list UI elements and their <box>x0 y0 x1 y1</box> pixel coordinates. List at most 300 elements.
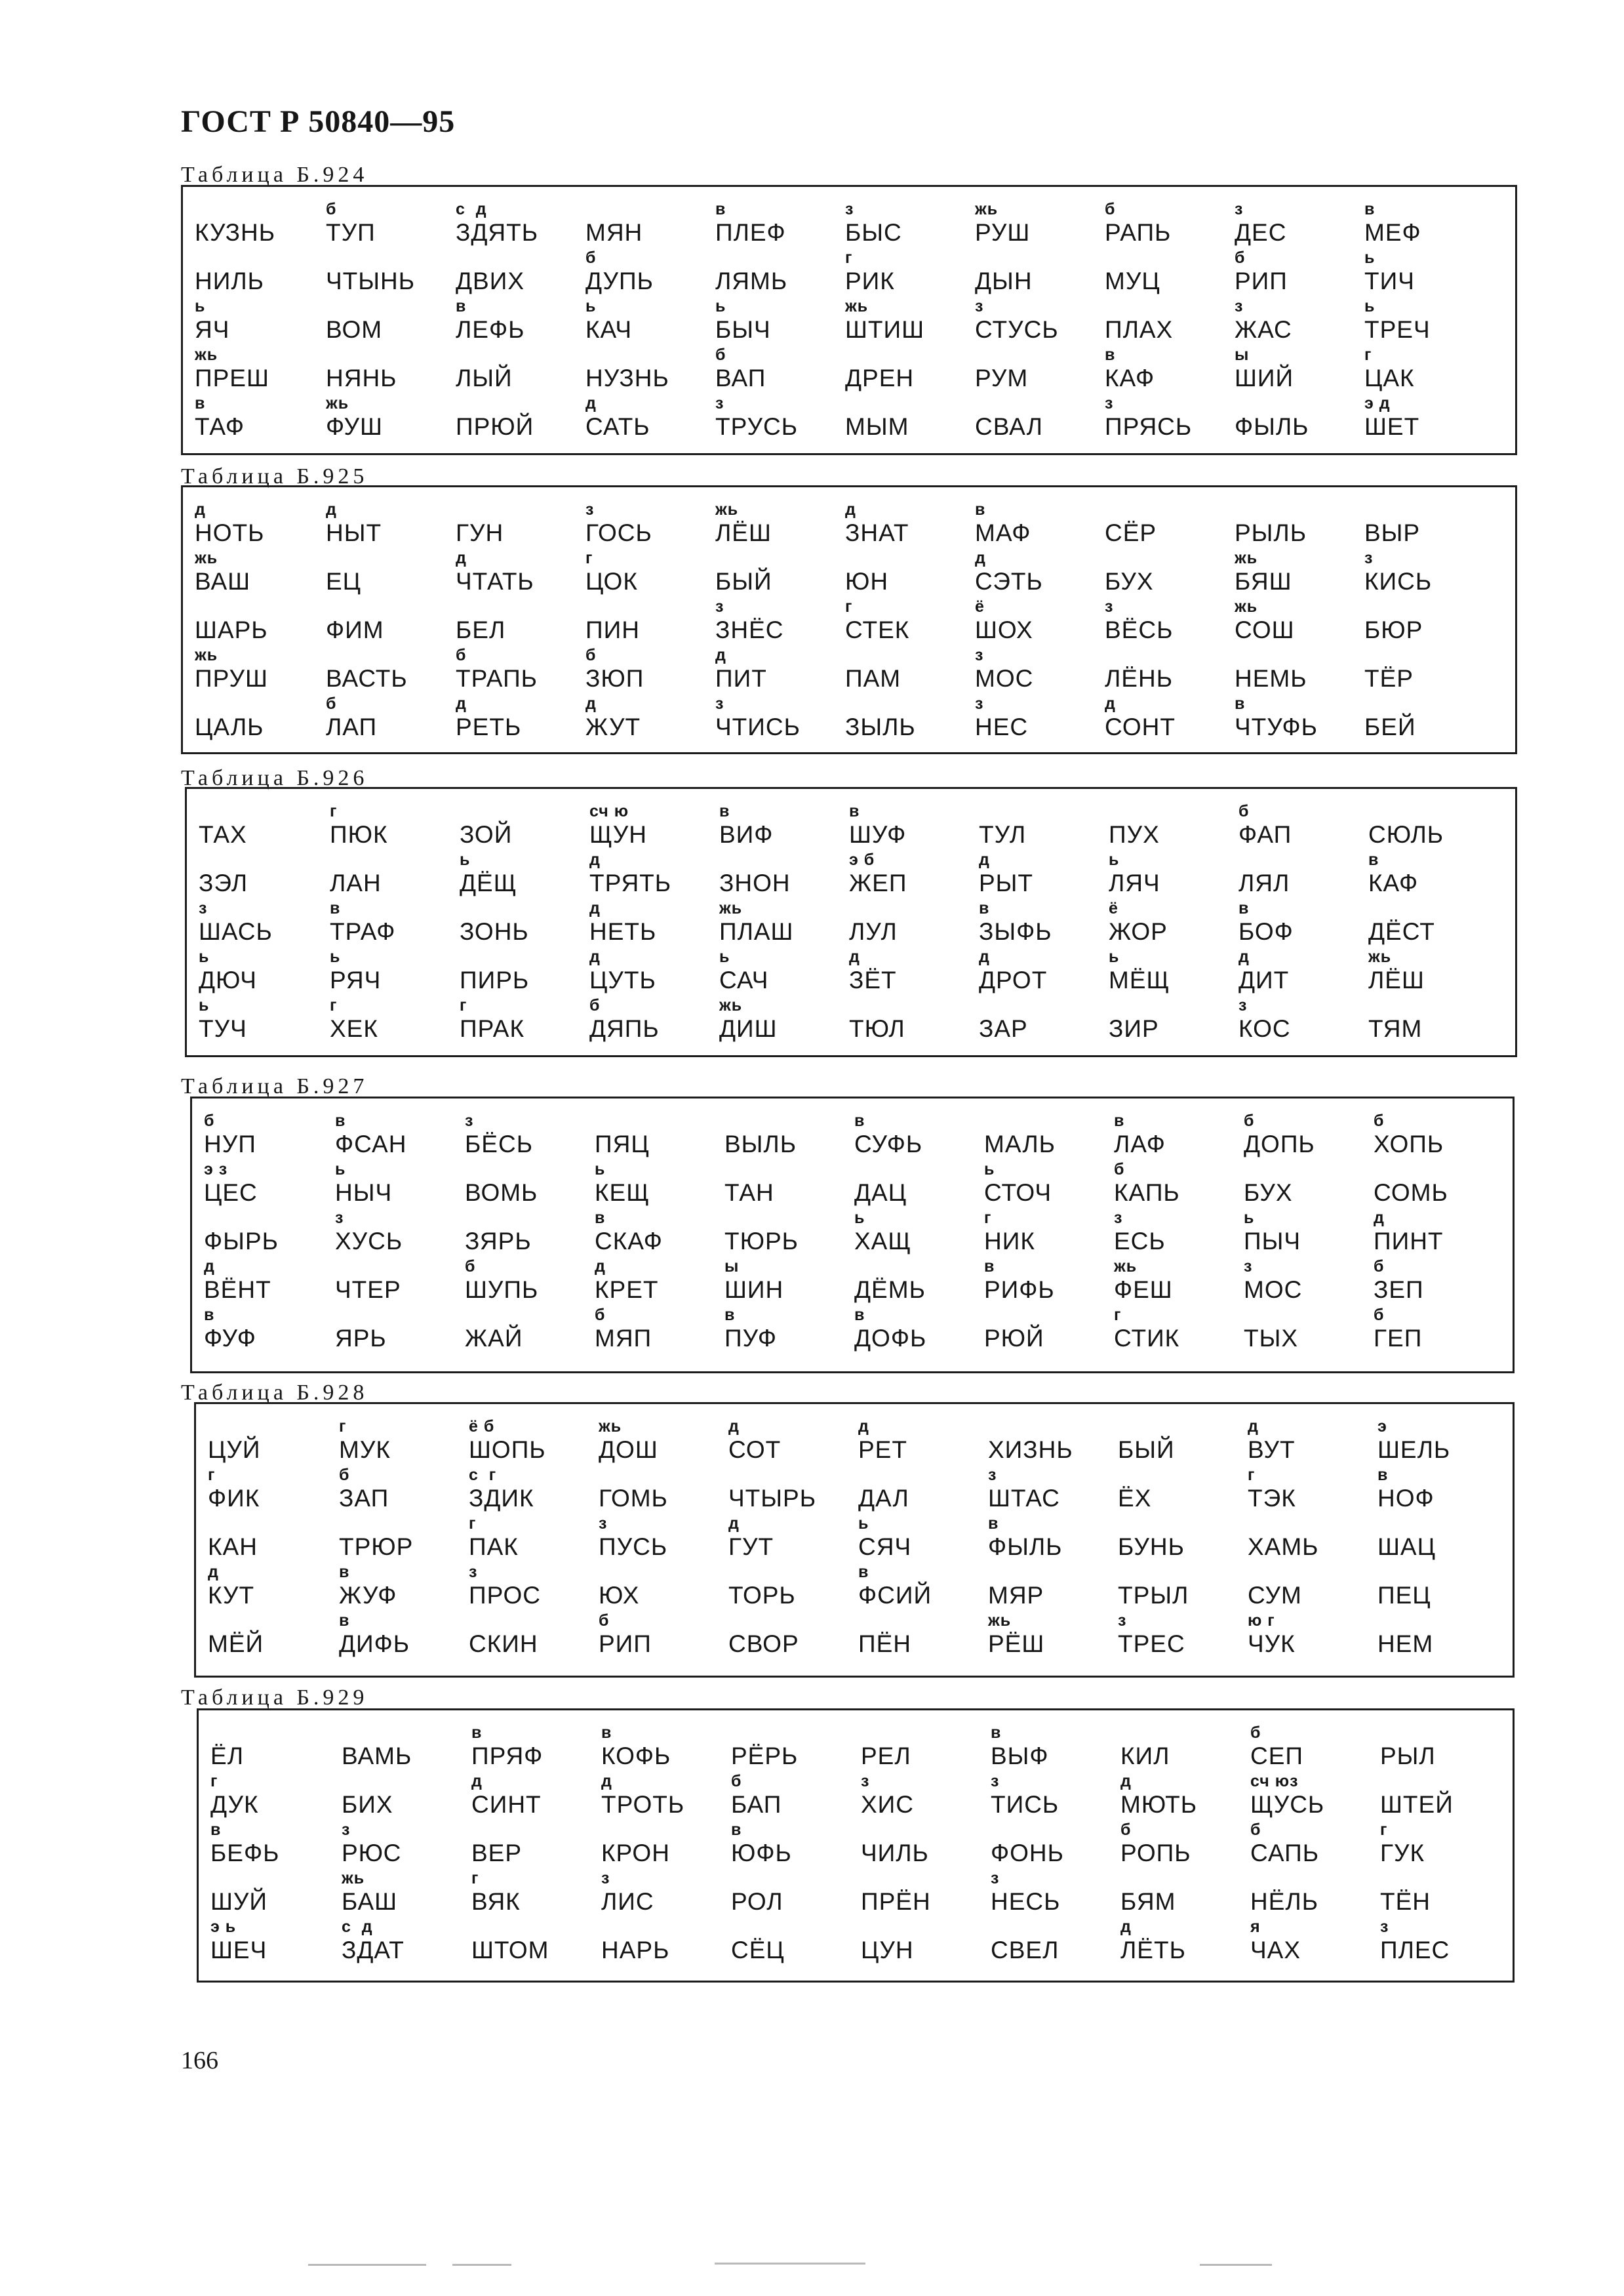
table-cell <box>858 1417 987 1466</box>
cell-word: ЗДАТ <box>342 1937 405 1964</box>
cell-word: ЧУК <box>1248 1630 1296 1657</box>
table-cell <box>731 1723 860 1772</box>
cell-word: ПРЕШ <box>195 365 269 392</box>
table-cell <box>208 1514 336 1563</box>
table-cell <box>1364 200 1493 249</box>
table-cell <box>731 1772 860 1821</box>
cell-superscript-mark: в <box>335 1112 346 1130</box>
cell-superscript-mark: сч юз <box>1250 1772 1299 1790</box>
table-cell <box>1118 1514 1246 1563</box>
table-cell <box>849 851 978 899</box>
table-cell <box>199 948 327 996</box>
table-cell <box>1105 249 1233 297</box>
table-cell <box>469 1563 597 1611</box>
cell-word: ЦОК <box>585 568 638 595</box>
table-cell <box>984 1160 1113 1209</box>
cell-word: СИНТ <box>471 1791 542 1818</box>
cell-word: РОПЬ <box>1120 1840 1191 1866</box>
table-cell <box>342 1772 470 1821</box>
table-cell <box>204 1257 332 1306</box>
table-cell <box>1368 851 1497 899</box>
table-cell <box>1377 1514 1506 1563</box>
cell-superscript-mark <box>858 1611 963 1630</box>
cell-superscript-mark: в <box>731 1821 742 1839</box>
table-cell <box>858 1611 987 1660</box>
table-cell <box>975 346 1103 394</box>
table-cell <box>330 802 458 851</box>
cell-word: ЗЁТ <box>849 967 897 994</box>
cell-superscript-mark: г <box>1114 1306 1122 1324</box>
table-cell <box>199 802 327 851</box>
cell-word: БЫС <box>845 219 902 246</box>
cell-superscript-mark: в <box>975 500 986 519</box>
cell-word: КИСЬ <box>1364 568 1433 595</box>
cell-word: ДЯПЬ <box>589 1015 660 1042</box>
cell-superscript-mark <box>991 1918 1096 1936</box>
word-table <box>194 1402 1515 1678</box>
cell-word: ЁЛ <box>210 1742 244 1769</box>
cell-superscript-mark: в <box>1364 200 1376 218</box>
word-table <box>181 185 1517 455</box>
cell-word: РЮЙ <box>984 1325 1044 1352</box>
cell-superscript-mark <box>599 1466 703 1484</box>
cell-superscript-mark: з <box>975 297 984 315</box>
cell-word: ЗЫЛЬ <box>845 714 916 740</box>
cell-word: ШЕЧ <box>210 1937 267 1964</box>
cell-superscript-mark: в <box>854 1112 865 1130</box>
cell-word: ЦЕС <box>204 1179 258 1206</box>
table-cell <box>326 549 454 597</box>
table-cell <box>1118 1563 1246 1611</box>
cell-superscript-mark: ю г <box>1248 1611 1275 1630</box>
table-cell <box>589 948 718 996</box>
cell-word: ФСИЙ <box>858 1582 932 1609</box>
table-cell <box>585 646 714 695</box>
cell-superscript-mark: в <box>1105 346 1116 364</box>
table-cell <box>1368 802 1497 851</box>
table-cell <box>1364 297 1493 346</box>
table-cell <box>715 549 844 597</box>
cell-word: ЧАХ <box>1250 1937 1301 1964</box>
table-cell <box>195 549 323 597</box>
cell-superscript-mark: г <box>471 1869 479 1887</box>
table-cell <box>595 1112 723 1160</box>
table-cell <box>199 851 327 899</box>
cell-word: КАЧ <box>585 316 633 343</box>
table-cell <box>854 1160 983 1209</box>
cell-superscript-mark: ь <box>330 948 341 966</box>
cell-word: СТОЧ <box>984 1179 1052 1206</box>
cell-word: КУТ <box>208 1582 255 1609</box>
cell-word: ДИФЬ <box>339 1630 410 1657</box>
cell-word: ПРАК <box>460 1015 525 1042</box>
table-cell <box>849 899 978 948</box>
cell-word: ФЕШ <box>1114 1276 1173 1303</box>
cell-superscript-mark: в <box>719 802 730 820</box>
cell-word: ХОПЬ <box>1374 1131 1444 1158</box>
cell-superscript-mark <box>195 200 300 218</box>
cell-superscript-mark: в <box>724 1306 736 1324</box>
cell-word: НЕМЬ <box>1235 665 1307 692</box>
cell-superscript-mark <box>731 1918 836 1936</box>
cell-superscript-mark: в <box>1368 851 1379 869</box>
cell-superscript-mark: д <box>979 948 990 966</box>
cell-superscript-mark <box>1250 1869 1355 1887</box>
table-cell <box>456 200 584 249</box>
table-cell <box>845 500 974 549</box>
cell-word: РЫЛ <box>1380 1742 1436 1769</box>
cell-word: МАФ <box>975 519 1031 546</box>
cell-word: ХАМЬ <box>1248 1533 1319 1560</box>
cell-superscript-mark <box>984 1112 1089 1130</box>
cell-superscript-mark <box>335 1306 440 1324</box>
cell-superscript-mark <box>1244 1160 1349 1178</box>
cell-word: БЮР <box>1364 616 1423 643</box>
cell-superscript-mark <box>1364 597 1469 616</box>
word-table <box>185 787 1517 1057</box>
cell-word: РИП <box>1235 268 1288 294</box>
table-cell <box>335 1257 464 1306</box>
cell-superscript-mark <box>728 1466 833 1484</box>
cell-superscript-mark: з <box>1114 1209 1123 1227</box>
table-cell <box>858 1514 987 1563</box>
cell-superscript-mark <box>1244 1306 1349 1324</box>
cell-word: РИК <box>845 268 895 294</box>
cell-word: ЗЭЛ <box>199 870 248 896</box>
table-cell <box>456 500 584 549</box>
table-cell <box>326 646 454 695</box>
cell-superscript-mark <box>845 646 950 664</box>
table-cell <box>456 695 584 743</box>
table-cell <box>1380 1821 1509 1869</box>
cell-superscript-mark <box>460 899 564 917</box>
table-cell <box>585 297 714 346</box>
cell-superscript-mark: з <box>599 1514 608 1533</box>
table-cell <box>326 200 454 249</box>
cell-superscript-mark: д <box>195 500 206 519</box>
table-cell <box>585 200 714 249</box>
table-cell <box>1105 695 1233 743</box>
cell-word: ДИТ <box>1238 967 1290 994</box>
table-cell <box>585 394 714 443</box>
cell-superscript-mark <box>585 346 690 364</box>
cell-word: КАФ <box>1368 870 1419 896</box>
table-cell <box>199 996 327 1045</box>
cell-word: НЕС <box>975 714 1029 740</box>
table-cell <box>975 549 1103 597</box>
cell-word: ЧИЛЬ <box>861 1840 929 1866</box>
cell-word: ЧТЫНЬ <box>326 268 416 294</box>
cell-word: ШИН <box>724 1276 784 1303</box>
cell-superscript-mark <box>1118 1563 1223 1581</box>
cell-superscript-mark: б <box>339 1466 350 1484</box>
cell-superscript-mark <box>724 1160 829 1178</box>
table-cell <box>984 1306 1113 1354</box>
cell-word: СКИН <box>469 1630 538 1657</box>
cell-superscript-mark: ь <box>1364 297 1376 315</box>
cell-word: ДЫН <box>975 268 1033 294</box>
cell-superscript-mark: з <box>1244 1257 1253 1276</box>
cell-word: СТЕК <box>845 616 910 643</box>
cell-superscript-mark: ь <box>199 996 210 1015</box>
table-cell <box>1364 394 1493 443</box>
table-cell <box>1235 394 1363 443</box>
table-cell <box>589 851 718 899</box>
cell-superscript-mark: в <box>984 1257 995 1276</box>
cell-superscript-mark: б <box>1114 1160 1125 1178</box>
cell-superscript-mark <box>979 802 1084 820</box>
cell-word: ЧТАТЬ <box>456 568 534 595</box>
cell-superscript-mark: б <box>1374 1112 1385 1130</box>
document-title: ГОСТ Р 50840—95 <box>181 104 456 139</box>
table-cell <box>715 695 844 743</box>
cell-word: ЗДЯТЬ <box>456 219 539 246</box>
cell-superscript-mark: з <box>199 899 208 917</box>
table-cell <box>465 1112 593 1160</box>
cell-superscript-mark <box>1377 1611 1482 1630</box>
table-cell <box>975 297 1103 346</box>
cell-word: СВОР <box>728 1630 799 1657</box>
cell-word: ПРЯФ <box>471 1742 544 1769</box>
cell-superscript-mark: жь <box>1235 549 1258 567</box>
cell-superscript-mark: д <box>849 948 860 966</box>
cell-superscript-mark: з <box>1105 597 1114 616</box>
cell-superscript-mark <box>1248 1563 1353 1581</box>
cell-superscript-mark: жь <box>195 549 218 567</box>
cell-superscript-mark <box>845 549 950 567</box>
cell-superscript-mark: ь <box>1109 851 1120 869</box>
cell-word: ВУТ <box>1248 1436 1296 1463</box>
cell-word: НИК <box>984 1228 1035 1255</box>
cell-word: ЗОНЬ <box>460 918 529 945</box>
cell-word: БУХ <box>1105 568 1154 595</box>
cell-word: ТАХ <box>199 821 247 848</box>
cell-superscript-mark <box>456 394 561 413</box>
cell-word: БЕФЬ <box>210 1840 280 1866</box>
cell-superscript-mark: б <box>1235 249 1246 267</box>
cell-word: КАН <box>208 1533 258 1560</box>
cell-word: ПРОС <box>469 1582 541 1609</box>
cell-superscript-mark: д <box>585 695 597 713</box>
cell-superscript-mark: ь <box>595 1160 606 1178</box>
cell-word: СУФЬ <box>854 1131 923 1158</box>
cell-superscript-mark: в <box>1377 1466 1389 1484</box>
table-cell <box>719 851 848 899</box>
cell-word: НЕМ <box>1377 1630 1434 1657</box>
cell-word: ДЁМЬ <box>854 1276 926 1303</box>
table-cell <box>715 346 844 394</box>
cell-superscript-mark <box>1377 1514 1482 1533</box>
table-cell <box>724 1209 853 1257</box>
table-cell <box>601 1869 730 1918</box>
cell-word: НУП <box>204 1131 256 1158</box>
scan-artifact-line <box>452 2264 511 2266</box>
cell-word: ЖУТ <box>585 714 641 740</box>
cell-word: СВАЛ <box>975 413 1043 440</box>
table-cell <box>984 1257 1113 1306</box>
cell-superscript-mark: в <box>456 297 467 315</box>
cell-word: ГЕП <box>1374 1325 1423 1352</box>
table-cell <box>204 1209 332 1257</box>
cell-word: ПУСЬ <box>599 1533 668 1560</box>
table-cell <box>988 1514 1117 1563</box>
cell-word: САЧ <box>719 967 769 994</box>
table-cell <box>715 500 844 549</box>
cell-word: ТРОТЬ <box>601 1791 685 1818</box>
table-cell <box>326 500 454 549</box>
table-cell <box>861 1772 989 1821</box>
table-cell <box>1250 1918 1379 1966</box>
cell-word: РЁШ <box>988 1630 1045 1657</box>
cell-word: ЩУН <box>589 821 647 848</box>
cell-superscript-mark <box>861 1869 966 1887</box>
table-cell <box>460 851 588 899</box>
cell-word: РИП <box>599 1630 652 1657</box>
table-cell <box>715 249 844 297</box>
cell-word: МЯР <box>988 1582 1044 1609</box>
cell-superscript-mark <box>326 597 431 616</box>
cell-superscript-mark: жь <box>845 297 869 315</box>
cell-superscript-mark: г <box>339 1417 347 1436</box>
table-cell <box>1248 1417 1376 1466</box>
cell-word: СТИК <box>1114 1325 1180 1352</box>
cell-superscript-mark <box>456 346 561 364</box>
cell-superscript-mark: в <box>991 1723 1002 1742</box>
cell-superscript-mark: в <box>210 1821 222 1839</box>
table-cell <box>1235 346 1363 394</box>
cell-word: ШЕЛЬ <box>1377 1436 1451 1463</box>
cell-superscript-mark: д <box>456 695 467 713</box>
cell-word: ЛЁТЬ <box>1120 1937 1186 1964</box>
cell-word: ТЁР <box>1364 665 1414 692</box>
cell-word: ВАМЬ <box>342 1742 412 1769</box>
cell-superscript-mark: г <box>1380 1821 1388 1839</box>
cell-superscript-mark <box>979 996 1084 1015</box>
cell-word: ДЁЩ <box>460 870 517 896</box>
cell-word: ЗНОН <box>719 870 791 896</box>
table-cell <box>460 996 588 1045</box>
cell-superscript-mark: жь <box>195 346 218 364</box>
cell-word: НЕТЬ <box>589 918 657 945</box>
cell-superscript-mark <box>585 200 690 218</box>
cell-superscript-mark <box>1105 646 1210 664</box>
table-cell <box>1120 1723 1249 1772</box>
cell-superscript-mark: б <box>1120 1821 1132 1839</box>
cell-superscript-mark: б <box>1250 1723 1261 1742</box>
cell-word: НИЛЬ <box>195 268 264 294</box>
cell-word: ФСАН <box>335 1131 407 1158</box>
cell-word: ПЛАШ <box>719 918 794 945</box>
table-cell <box>728 1514 857 1563</box>
cell-superscript-mark: э з <box>204 1160 228 1178</box>
table-cell <box>210 1772 339 1821</box>
cell-superscript-mark <box>1364 695 1469 713</box>
table-cell <box>601 1821 730 1869</box>
cell-superscript-mark <box>724 1209 829 1227</box>
cell-superscript-mark <box>845 394 950 413</box>
cell-superscript-mark: з <box>1118 1611 1127 1630</box>
cell-word: ШУПЬ <box>465 1276 539 1303</box>
cell-word: СЮЛЬ <box>1368 821 1444 848</box>
cell-word: МЯП <box>595 1325 652 1352</box>
cell-word: БЫЙ <box>715 568 772 595</box>
cell-word: ЛАН <box>330 870 382 896</box>
table-cell <box>1235 646 1363 695</box>
table-cell <box>991 1918 1119 1966</box>
cell-word: КОС <box>1238 1015 1291 1042</box>
cell-word: ЖУФ <box>339 1582 397 1609</box>
table-cell <box>975 500 1103 549</box>
cell-superscript-mark <box>326 646 431 664</box>
cell-word: ТЮРЬ <box>724 1228 799 1255</box>
cell-word: НЯНЬ <box>326 365 397 392</box>
cell-word: ФОНЬ <box>991 1840 1064 1866</box>
cell-superscript-mark: б <box>599 1611 610 1630</box>
cell-word: ДРЕН <box>845 365 915 392</box>
table-cell <box>1105 646 1233 695</box>
cell-superscript-mark <box>1120 1723 1225 1742</box>
cell-superscript-mark <box>199 802 304 820</box>
cell-word: ВОМ <box>326 316 383 343</box>
cell-superscript-mark <box>1105 549 1210 567</box>
table-cell <box>326 695 454 743</box>
cell-superscript-mark <box>456 597 561 616</box>
table-cell <box>984 1209 1113 1257</box>
cell-superscript-mark: з <box>715 695 724 713</box>
cell-word: ДИШ <box>719 1015 778 1042</box>
cell-superscript-mark: в <box>595 1209 606 1227</box>
cell-word: ШТОМ <box>471 1937 549 1964</box>
cell-superscript-mark <box>988 1417 1093 1436</box>
cell-word: ШАСЬ <box>199 918 273 945</box>
cell-word: БЕЛ <box>456 616 506 643</box>
cell-superscript-mark: ь <box>854 1209 865 1227</box>
cell-word: ЛЁШ <box>1368 967 1425 994</box>
cell-word: ЗАР <box>979 1015 1028 1042</box>
table-cell <box>845 549 974 597</box>
cell-word: ЯРЬ <box>335 1325 387 1352</box>
table-cell <box>979 948 1107 996</box>
table-cell <box>845 394 974 443</box>
cell-superscript-mark <box>975 249 1080 267</box>
table-cell <box>1235 500 1363 549</box>
scan-artifact-line <box>1200 2264 1272 2266</box>
cell-superscript-mark: з <box>335 1209 344 1227</box>
cell-superscript-mark: в <box>339 1611 350 1630</box>
cell-word: МУК <box>339 1436 391 1463</box>
cell-word: ХАЩ <box>854 1228 912 1255</box>
cell-superscript-mark: г <box>460 996 467 1015</box>
cell-superscript-mark: б <box>326 200 337 218</box>
table-cell <box>979 899 1107 948</box>
cell-superscript-mark: я <box>1250 1918 1261 1936</box>
cell-word: БАП <box>731 1791 782 1818</box>
table-cell <box>589 899 718 948</box>
table-cell <box>991 1723 1119 1772</box>
table-cell <box>1114 1257 1242 1306</box>
table-cell <box>724 1160 853 1209</box>
table-cell <box>1374 1257 1502 1306</box>
cell-word: БЯШ <box>1235 568 1292 595</box>
cell-superscript-mark <box>854 1257 959 1276</box>
cell-word: КРОН <box>601 1840 670 1866</box>
cell-word: ПУХ <box>1109 821 1160 848</box>
table-cell <box>471 1918 600 1966</box>
table-cell <box>342 1918 470 1966</box>
table-cell <box>715 394 844 443</box>
cell-word: ПИН <box>585 616 640 643</box>
cell-word: ЦАК <box>1364 365 1415 392</box>
